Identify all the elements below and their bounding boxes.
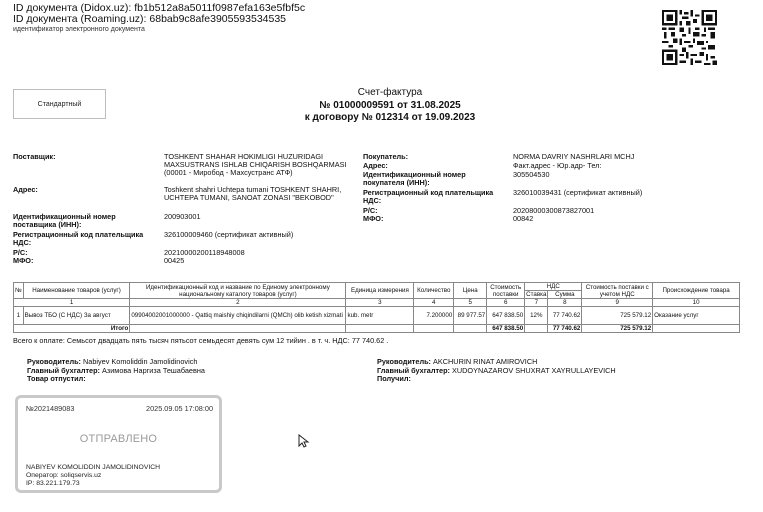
supplier-account: 20210000200118948008 [164, 248, 245, 257]
supplier-vat-label: Регистрационный код плательщика НДС: [13, 230, 144, 248]
header-vat-rate: Ставка [526, 291, 547, 298]
header-qty: Количество [414, 283, 454, 299]
document-type-box [13, 89, 106, 119]
row-price: 89 977.57 [454, 307, 487, 325]
supplier-inn: 200903001 [164, 212, 201, 221]
stamp-signer: NABIYEV KOMOLIDDIN JAMOLIDINOVICH [26, 464, 161, 471]
supplier-address: Toshkent shahri Uchtepa tumani TOSHKENT SHAHRI, UCHTEPA TUMANI, SANOAT ZONASI "BEKOBOD" [164, 185, 342, 203]
buyer-name: NORMA DAVRIY NASHRLARI MCHJ [513, 152, 635, 161]
supplier-label: Поставщик: [13, 152, 56, 161]
stamp-operator: Оператор: soliqservis.uz [26, 472, 102, 479]
row-unit: kub. metr [346, 307, 414, 325]
doc-id-caption: идентификатор электронного документа [13, 26, 145, 33]
header-total: Стоимость поставки с учетом НДС [582, 283, 653, 299]
invoice-title [240, 87, 540, 125]
supplier-vat: 326100009460 (сертификат активный) [164, 230, 294, 239]
total-empty [454, 325, 487, 333]
document-type-label: Стандартный [37, 100, 82, 108]
table-header-row [14, 283, 740, 291]
head-label: Руководитель: [27, 357, 81, 366]
supplier-inn-label: Идентификационный номер поставщика (ИНН): [13, 212, 116, 230]
accountant-name: XUDOYNAZAROV SHUXRAT XAYRULLAYEVICH [452, 365, 616, 375]
total-cost: 647 838.50 [487, 325, 525, 333]
index-cell: 10 [653, 299, 740, 307]
supplier-block [13, 153, 358, 268]
header-code: Идентификационный код и название по Единому электронному национальному каталогу товаров (услуг) [130, 283, 346, 299]
buyer-vat-label: Регистрационный код плательщика НДС: [363, 188, 494, 206]
index-cell: 2 [130, 299, 346, 307]
accountant-label: Главный бухгалтер: [27, 365, 100, 375]
index-cell: 7 [525, 299, 548, 307]
row-vat-sum: 77 740.62 [548, 307, 582, 325]
row-qty: 7.200000 [414, 307, 454, 325]
received-label: Получил: [377, 374, 411, 383]
index-cell: 3 [346, 299, 414, 307]
table-total-row [14, 325, 740, 333]
buyer-account: 20208000300873827001 [513, 206, 595, 215]
buyer-inn-label: Идентификационный номер покупателя (ИНН): [363, 170, 466, 188]
buyer-address: Факт.адрес - Юр.адр- Тел: [513, 161, 602, 170]
header-vat-sum: Сумма [548, 291, 582, 299]
index-cell: 8 [548, 299, 582, 307]
stamp-number: №2021489083 [26, 404, 75, 413]
row-origin: Оказание услуг [653, 307, 740, 325]
supplier-address-label: Адрес: [13, 185, 38, 194]
index-cell: 5 [454, 299, 487, 307]
accountant-name: Азимова Наргиза Тешабаевна [102, 365, 205, 375]
index-cell: 9 [582, 299, 653, 307]
buyer-mfo: 00842 [513, 214, 534, 223]
header-price: Цена [454, 283, 487, 299]
header-origin: Происхождение товара [653, 283, 740, 299]
supplier-account-label: Р/С: [13, 248, 28, 257]
roaming-id: ID документа (Roaming.uz): 68bab9c8afe3905593534535 [13, 13, 287, 25]
signers-supplier [27, 358, 205, 384]
row-total: 725 579.12 [582, 307, 653, 325]
total-empty [525, 325, 548, 333]
table-row [14, 307, 740, 325]
index-cell: 1 [14, 299, 130, 307]
signers-buyer [377, 358, 616, 384]
qr-code-icon [662, 10, 717, 65]
total-vat-sum: 77 740.62 [548, 325, 582, 333]
header-no: № [14, 283, 24, 299]
total-label: Итого [14, 325, 130, 333]
row-vat-rate: 12% [525, 307, 548, 325]
row-code: 09904002001000000 - Qattiq maishiy chiqindilarni (QMCh) olib ketish xizmati [130, 307, 346, 325]
total-sum: 725 579.12 [582, 325, 653, 333]
released-label: Товар отпустил: [27, 374, 86, 383]
header-vat: НДС [525, 283, 582, 291]
total-empty [653, 325, 740, 333]
stamp-ip: IP: 83.221.179.73 [26, 480, 80, 487]
supplier-name: TOSHKENT SHAHAR HOKIMLIGI HUZURIDAGI MAXSUSTRANS ISHLAB CHIQARISH BOSHQARMASI (00001 - Миробод - Махсустранс АТФ) [164, 152, 347, 178]
buyer-account-label: Р/С: [363, 206, 378, 215]
total-empty [346, 325, 414, 333]
table-index-row [14, 299, 740, 307]
header-unit: Единица измерения [346, 283, 414, 299]
index-cell: 4 [414, 299, 454, 307]
header-name: Наименование товаров (услуг) [23, 283, 130, 299]
didox-id: ID документа (Didox.uz): fb1b512a8a5011f0987efa163e5fbf5c [13, 2, 306, 14]
stamp-datetime: 2025.09.05 17:08:00 [146, 404, 213, 413]
head-name: AKCHURIN RINAT AMIROVICH [433, 357, 538, 366]
total-empty [414, 325, 454, 333]
document-ids [13, 3, 305, 34]
header-cost: Стоимость поставки [487, 283, 525, 299]
signature-stamp [15, 395, 222, 493]
head-name: Nabiyev Komoliddin Jamolidinovich [83, 357, 198, 366]
buyer-label: Покупатель: [363, 152, 409, 161]
head-label: Руководитель: [377, 357, 431, 366]
row-no: 1 [14, 307, 24, 325]
invoice-title-name: Счет-фактура [357, 87, 423, 98]
supplier-mfo-label: МФО: [13, 256, 34, 265]
total-empty [130, 325, 346, 333]
buyer-vat: 326010039431 (сертификат активный) [513, 188, 643, 197]
goods-table [13, 282, 740, 333]
amount-in-words: Всего к оплате: Семьсот двадцать пять тысяч пятьсот семьдесят девять сум 12 тийин . в т. ч. НДС: 77 740.62 . [13, 336, 389, 345]
buyer-inn: 305504530 [513, 170, 550, 179]
supplier-mfo: 00425 [164, 256, 185, 265]
stamp-status: ОТПРАВЛЕНО [79, 433, 158, 445]
mouse-cursor-icon [298, 434, 310, 448]
stamp-info [26, 464, 160, 488]
row-cost: 647 838.50 [487, 307, 525, 325]
buyer-address-label: Адрес: [363, 161, 388, 170]
invoice-number: № 01000009591 от 31.08.2025 [319, 99, 461, 111]
index-cell: 6 [487, 299, 525, 307]
accountant-label: Главный бухгалтер: [377, 365, 450, 375]
buyer-block [363, 153, 743, 233]
buyer-mfo-label: МФО: [363, 214, 384, 223]
contract-number: к договору № 012314 от 19.09.2023 [304, 112, 476, 123]
row-name: Вывоз ТБО (С НДС) За август [23, 307, 130, 325]
